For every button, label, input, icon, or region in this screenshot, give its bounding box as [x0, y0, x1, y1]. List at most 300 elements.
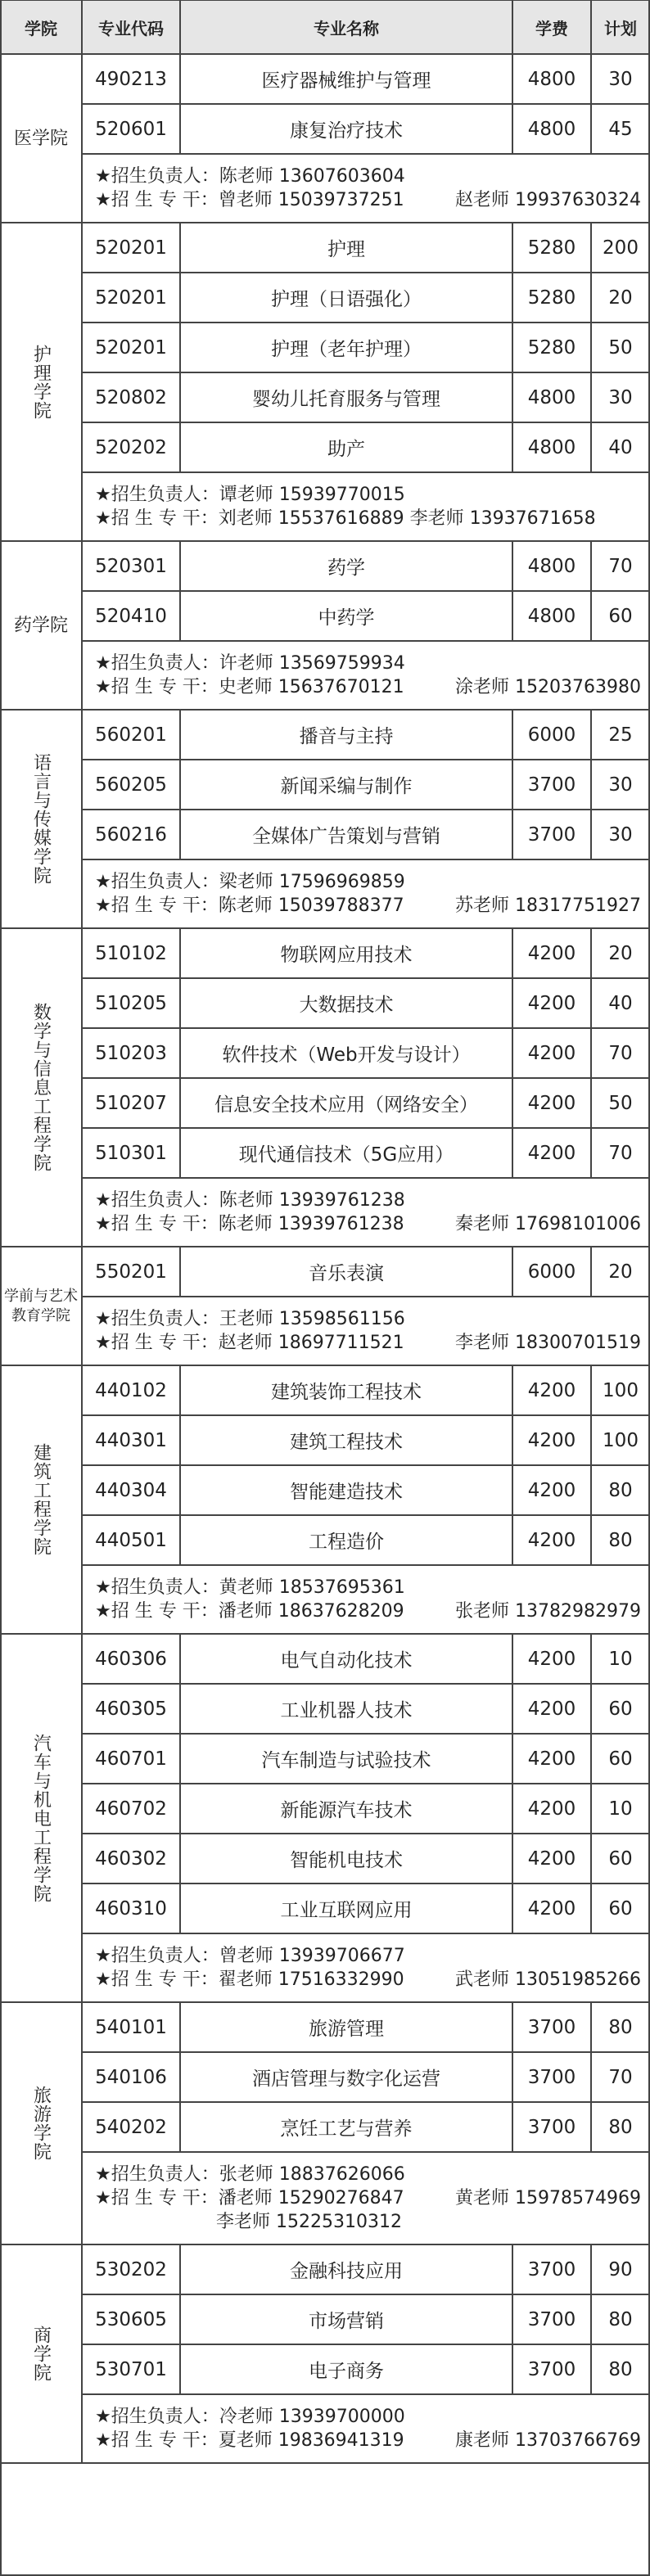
program-code-cell: 460306: [95, 1648, 167, 1670]
program-code-cell: 510203: [95, 1042, 167, 1064]
college-name: 商学院: [30, 2326, 52, 2382]
program-name-cell: 护理（日语强化）: [271, 289, 422, 310]
contact-label: ★招 生 专 干：: [95, 190, 219, 210]
contact-person: 冷老师 13939700000: [219, 2407, 405, 2427]
contact-label: ★招 生 专 干：: [95, 896, 219, 916]
tuition-cell: 4800: [527, 386, 576, 408]
plan-count-cell: 80: [608, 2116, 633, 2138]
column-divider: [512, 928, 513, 978]
program-name-cell: 工业机器人技术: [280, 1700, 413, 1721]
tuition-cell: 5280: [527, 286, 576, 309]
program-name-cell: 汽车制造与试验技术: [261, 1750, 431, 1771]
column-divider: [179, 1684, 181, 1734]
college-name: 护理学院: [30, 344, 52, 420]
plan-count-cell: 60: [608, 1698, 633, 1720]
plan-count-cell: 20: [608, 286, 633, 309]
column-divider: [179, 1415, 181, 1465]
program-name-cell: 工程造价: [309, 1532, 384, 1553]
contact-label: ★招生负责人：: [95, 1309, 219, 1329]
program-code-cell: 440301: [95, 1429, 167, 1451]
column-divider: [179, 223, 181, 273]
tuition-cell: 4200: [527, 1529, 576, 1551]
program-name-cell: 音乐表演: [309, 1263, 384, 1284]
table-left-border: [0, 0, 2, 2576]
column-divider: [179, 760, 181, 810]
program-name-cell: 大数据技术: [299, 995, 394, 1016]
plan-count-cell: 50: [608, 336, 633, 359]
program-name-cell: 建筑工程技术: [290, 1432, 403, 1453]
tuition-cell: 4200: [527, 1698, 576, 1720]
column-divider: [512, 1028, 513, 1078]
column-divider: [590, 223, 592, 273]
program-code-cell: 520802: [95, 386, 167, 408]
column-divider: [179, 1465, 181, 1515]
contact-label: ★招生负责人：: [95, 485, 219, 505]
plan-count-cell: 25: [608, 724, 633, 746]
program-code-cell: 540106: [95, 2066, 167, 2088]
column-divider: [590, 2244, 592, 2294]
tuition-cell: 5280: [527, 336, 576, 359]
contact-primary: [95, 188, 404, 212]
program-name-cell: 智能机电技术: [290, 1850, 403, 1871]
tuition-cell: 6000: [527, 724, 576, 746]
contact-person: 陈老师 13939761238: [219, 1190, 405, 1211]
tuition-cell: 4200: [527, 1648, 576, 1670]
plan-count-cell: 45: [608, 118, 633, 140]
column-divider: [512, 1465, 513, 1515]
program-code-cell: 540202: [95, 2116, 167, 2138]
contact-primary: [95, 2210, 402, 2234]
program-name-cell: 助产: [327, 439, 365, 460]
program-code-cell: 520301: [95, 555, 167, 577]
contact-primary: [95, 1576, 405, 1599]
tuition-cell: 3700: [527, 823, 576, 846]
contact-label: ★招生负责人：: [95, 653, 219, 674]
contact-person: 翟老师 17516332990: [218, 1969, 404, 1990]
column-divider: [590, 1365, 592, 1415]
column-divider: [512, 54, 513, 104]
column-divider: [179, 2344, 181, 2394]
contact-label: ★招 生 专 干：: [95, 1214, 219, 1234]
contact-person: 梁老师 17596969859: [219, 872, 405, 892]
plan-count-cell: 100: [603, 1429, 639, 1451]
plan-count-cell: 30: [608, 386, 633, 408]
program-code-cell: 510205: [95, 992, 167, 1014]
column-divider: [590, 1415, 592, 1465]
college-column-divider: [81, 1247, 83, 1365]
tuition-cell: 4800: [527, 68, 576, 90]
column-divider: [512, 223, 513, 273]
program-name-cell: 智能建造技术: [290, 1482, 403, 1503]
program-name-cell: 旅游管理: [309, 2019, 384, 2040]
table-top-border: [0, 0, 650, 1]
column-divider: [179, 2102, 181, 2152]
program-code-cell: 460310: [95, 1897, 167, 1920]
column-divider: [179, 422, 181, 472]
tuition-cell: 4800: [527, 436, 576, 458]
column-divider: [590, 928, 592, 978]
column-divider: [590, 2294, 592, 2344]
program-code-cell: 520202: [95, 436, 167, 458]
column-divider: [590, 372, 592, 422]
college-name: 语言与传媒学院: [30, 753, 52, 885]
program-row-divider: [82, 153, 650, 155]
contact-person: 潘老师 18637628209: [218, 1601, 404, 1622]
contact-label: ★招生负责人：: [95, 1577, 219, 1598]
plan-count-cell: 60: [608, 605, 633, 627]
program-name-cell: 市场营销: [309, 2311, 384, 2332]
plan-count-cell: 70: [608, 2066, 633, 2088]
column-divider: [512, 541, 513, 591]
program-name-cell: 物联网应用技术: [280, 945, 413, 966]
column-divider: [179, 54, 181, 104]
contact-person: 曾老师 13939706677: [219, 1946, 405, 1966]
contact-person: 陈老师 13939761238: [218, 1214, 404, 1234]
plan-count-cell: 30: [608, 68, 633, 90]
contact-person: 陈老师 13607603604: [219, 166, 405, 187]
contact-label: ★招生负责人：: [95, 2407, 219, 2427]
plan-count-cell: 200: [603, 237, 639, 259]
contact-primary: [95, 165, 405, 188]
column-divider: [512, 2344, 513, 2394]
column-divider: [179, 2244, 181, 2294]
contact-label: ★招 生 专 干：: [95, 1969, 219, 1990]
contact-primary: [95, 1599, 404, 1623]
column-divider: [512, 978, 513, 1028]
program-code-cell: 520201: [95, 336, 167, 359]
program-name-cell: 护理: [327, 239, 365, 260]
program-name-cell: 新闻采编与制作: [280, 776, 413, 797]
plan-count-cell: 60: [608, 1897, 633, 1920]
contact-primary: [95, 1968, 404, 1992]
program-name-cell: 现代通信技术（5G应用）: [238, 1144, 454, 1166]
college-name: 医学院: [13, 128, 68, 149]
plan-count-cell: 70: [608, 1142, 633, 1164]
program-code-cell: 530701: [95, 2358, 167, 2380]
college-bottom-border: [0, 2462, 650, 2464]
column-divider: [590, 1834, 592, 1884]
column-divider: [512, 2102, 513, 2152]
column-divider: [512, 1884, 513, 1933]
college-name: 建筑工程学院: [30, 1443, 52, 1556]
plan-count-cell: 10: [608, 1648, 633, 1670]
program-code-cell: 560205: [95, 774, 167, 796]
program-code-cell: 510207: [95, 1092, 167, 1114]
contact-person: 许老师 13569759934: [219, 653, 405, 674]
tuition-cell: 3700: [527, 2358, 576, 2380]
column-divider: [179, 1128, 181, 1178]
program-code-cell: 530202: [95, 2258, 167, 2281]
column-divider: [512, 1684, 513, 1734]
header-program-name: 专业名称: [314, 18, 379, 38]
column-divider: [590, 1128, 592, 1178]
column-divider: [179, 2002, 181, 2052]
contact-person: 陈老师 15039788377: [218, 896, 404, 916]
contact-label: ★招生负责人：: [95, 2164, 219, 2185]
contact-label: ★招 生 专 干：: [95, 508, 219, 529]
column-divider: [512, 1415, 513, 1465]
plan-count-cell: 40: [608, 992, 633, 1014]
program-name-cell: 播音与主持: [299, 726, 394, 747]
column-divider: [590, 1078, 592, 1128]
program-row-divider: [82, 1177, 650, 1179]
tuition-cell: 4800: [527, 118, 576, 140]
column-divider: [590, 323, 592, 372]
contact-person-secondary: 秦老师 17698101006: [455, 1214, 641, 1234]
college-name: 学前与艺术教育学院: [4, 1287, 78, 1324]
college-name: 汽车与机电工程学院: [30, 1733, 52, 1903]
tuition-cell: 4200: [527, 942, 576, 964]
program-code-cell: 510301: [95, 1142, 167, 1164]
column-divider: [512, 1734, 513, 1784]
column-divider: [590, 2344, 592, 2394]
program-name-cell: 新能源汽车技术: [280, 1800, 413, 1821]
program-name-cell: 康复治疗技术: [290, 120, 403, 142]
column-divider: [512, 1834, 513, 1884]
college-column-divider: [81, 54, 83, 223]
plan-count-cell: 30: [608, 774, 633, 796]
plan-count-cell: 80: [608, 1529, 633, 1551]
contact-label: ★招 生 专 干：: [95, 2188, 219, 2208]
contact-primary: [95, 1212, 404, 1236]
program-code-cell: 440304: [95, 1479, 167, 1501]
college-name: 数学与信息工程学院: [30, 1003, 52, 1172]
column-divider: [590, 978, 592, 1028]
column-divider: [590, 1247, 592, 1297]
contact-primary: [95, 507, 596, 530]
column-divider: [512, 1634, 513, 1684]
column-divider: [512, 2294, 513, 2344]
program-code-cell: 520201: [95, 237, 167, 259]
tuition-cell: 3700: [527, 2016, 576, 2038]
column-divider: [512, 323, 513, 372]
program-name-cell: 建筑装饰工程技术: [271, 1382, 422, 1403]
program-name-cell: 药学: [327, 557, 365, 579]
contact-label: ★招生负责人：: [95, 1946, 219, 1966]
column-divider: [179, 710, 181, 760]
contact-person-secondary: 武老师 13051985266: [455, 1969, 641, 1990]
college-name: 旅游学院: [30, 2086, 52, 2161]
column-divider: [590, 541, 592, 591]
college-column-divider: [81, 1634, 83, 2002]
program-row-divider: [82, 859, 650, 860]
column-divider: [512, 1784, 513, 1834]
column-divider: [590, 810, 592, 859]
contact-label: ★招 生 专 干：: [95, 1333, 219, 1353]
contact-person: 张老师 18837626066: [219, 2164, 405, 2185]
contact-label: ★招生负责人：: [95, 166, 219, 187]
column-divider: [512, 273, 513, 323]
tuition-cell: 4200: [527, 1748, 576, 1770]
contact-primary: [95, 2186, 404, 2210]
plan-count-cell: 40: [608, 436, 633, 458]
column-divider: [590, 1684, 592, 1734]
program-code-cell: 440501: [95, 1529, 167, 1551]
program-name-cell: 电子商务: [309, 2361, 384, 2382]
program-name-cell: 烹饪工艺与营养: [280, 2118, 413, 2140]
column-divider: [179, 541, 181, 591]
column-divider: [179, 1784, 181, 1834]
tuition-cell: 6000: [527, 1261, 576, 1283]
column-divider: [590, 2002, 592, 2052]
column-divider: [512, 104, 513, 154]
tuition-cell: 5280: [527, 237, 576, 259]
header-program-code: 专业代码: [98, 18, 164, 38]
contact-person-secondary: 赵老师 19937630324: [455, 190, 641, 210]
column-divider: [179, 323, 181, 372]
header-column-divider: [179, 0, 181, 54]
contact-primary: [95, 652, 405, 675]
contact-person-secondary: 黄老师 15978574969: [455, 2188, 641, 2208]
plan-count-cell: 80: [608, 2358, 633, 2380]
plan-count-cell: 50: [608, 1092, 633, 1114]
program-code-cell: 440102: [95, 1379, 167, 1401]
column-divider: [512, 422, 513, 472]
plan-count-cell: 70: [608, 1042, 633, 1064]
column-divider: [590, 2102, 592, 2152]
column-divider: [179, 1365, 181, 1415]
program-code-cell: 520201: [95, 286, 167, 309]
column-divider: [590, 1465, 592, 1515]
program-code-cell: 460305: [95, 1698, 167, 1720]
column-divider: [179, 372, 181, 422]
tuition-cell: 4200: [527, 1142, 576, 1164]
column-divider: [512, 810, 513, 859]
contact-person-secondary: 康老师 13703766769: [455, 2430, 641, 2451]
program-name-cell: 软件技术（Web开发与设计）: [222, 1044, 471, 1066]
tuition-cell: 4200: [527, 1379, 576, 1401]
plan-count-cell: 20: [608, 942, 633, 964]
contact-person: 史老师 15637670121: [218, 677, 404, 697]
tuition-cell: 4200: [527, 1429, 576, 1451]
contact-primary: [95, 870, 405, 894]
contact-primary: [95, 1189, 405, 1212]
contact-person: 谭老师 15939770015: [219, 485, 405, 505]
contact-person: 黄老师 18537695361: [219, 1577, 405, 1598]
program-name-cell: 婴幼儿托育服务与管理: [252, 389, 440, 410]
column-divider: [179, 1028, 181, 1078]
tuition-cell: 3700: [527, 774, 576, 796]
program-code-cell: 520601: [95, 118, 167, 140]
college-column-divider: [81, 2002, 83, 2244]
program-name-cell: 金融科技应用: [290, 2261, 403, 2282]
column-divider: [179, 1515, 181, 1565]
college-column-divider: [81, 223, 83, 541]
program-code-cell: 530605: [95, 2308, 167, 2330]
program-code-cell: 490213: [95, 68, 167, 90]
program-code-cell: 460302: [95, 1847, 167, 1870]
column-divider: [590, 710, 592, 760]
program-code-cell: 520410: [95, 605, 167, 627]
plan-count-cell: 70: [608, 555, 633, 577]
college-column-divider: [81, 710, 83, 928]
tuition-cell: 4200: [527, 1798, 576, 1820]
header-college: 学院: [25, 18, 57, 38]
column-divider: [590, 422, 592, 472]
column-divider: [590, 2052, 592, 2102]
column-divider: [512, 2002, 513, 2052]
column-divider: [590, 1734, 592, 1784]
program-name-cell: 全媒体广告策划与营销: [252, 826, 440, 847]
tuition-cell: 4200: [527, 1042, 576, 1064]
contact-person: 王老师 13598561156: [219, 1309, 405, 1329]
plan-count-cell: 100: [603, 1379, 639, 1401]
college-column-divider: [81, 2244, 83, 2463]
program-row-divider: [82, 2393, 650, 2395]
contact-label: ★招生负责人：: [95, 872, 219, 892]
column-divider: [590, 273, 592, 323]
contact-primary: [95, 1331, 404, 1355]
plan-count-cell: 30: [608, 823, 633, 846]
header-tuition: 学费: [535, 18, 568, 38]
column-divider: [512, 1078, 513, 1128]
contact-primary: [95, 1944, 405, 1968]
contact-person-secondary: 苏老师 18317751927: [455, 896, 641, 916]
column-divider: [179, 1247, 181, 1297]
plan-count-cell: 80: [608, 2016, 633, 2038]
column-divider: [590, 1634, 592, 1684]
tuition-cell: 3700: [527, 2308, 576, 2330]
column-divider: [590, 1515, 592, 1565]
plan-count-cell: 10: [608, 1798, 633, 1820]
header-plan: 计划: [604, 18, 637, 38]
tuition-cell: 4800: [527, 555, 576, 577]
contact-primary: [95, 894, 404, 918]
program-row-divider: [82, 1296, 650, 1297]
tuition-cell: 3700: [527, 2258, 576, 2281]
column-divider: [590, 1028, 592, 1078]
column-divider: [179, 104, 181, 154]
program-code-cell: 550201: [95, 1261, 167, 1283]
tuition-cell: 4200: [527, 1092, 576, 1114]
column-divider: [590, 591, 592, 641]
contact-label: ★招 生 专 干：: [95, 677, 219, 697]
contact-person: 曾老师 15039737251: [218, 190, 404, 210]
column-divider: [512, 1365, 513, 1415]
tuition-cell: 3700: [527, 2116, 576, 2138]
contact-label: ★招 生 专 干：: [95, 1601, 219, 1622]
program-name-cell: 电气自动化技术: [280, 1650, 413, 1671]
contact-person: 刘老师 15537616889 李老师 13937671658: [218, 508, 596, 529]
header-column-divider: [81, 0, 83, 54]
program-name-cell: 护理（老年护理）: [271, 339, 422, 360]
contact-primary: [95, 483, 405, 507]
header-column-divider: [590, 0, 592, 54]
program-code-cell: 460701: [95, 1748, 167, 1770]
column-divider: [512, 591, 513, 641]
college-column-divider: [81, 1365, 83, 1634]
college-column-divider: [81, 541, 83, 710]
college-column-divider: [81, 928, 83, 1247]
column-divider: [512, 760, 513, 810]
contact-primary: [95, 1307, 405, 1331]
college-name: 药学院: [13, 615, 68, 636]
contact-person: 赵老师 18697711521: [218, 1333, 404, 1353]
program-row-divider: [82, 1564, 650, 1566]
tuition-cell: 4800: [527, 605, 576, 627]
column-divider: [512, 2052, 513, 2102]
column-divider: [590, 54, 592, 104]
plan-count-cell: 60: [608, 1847, 633, 1870]
tuition-cell: 4200: [527, 1847, 576, 1870]
column-divider: [179, 1734, 181, 1784]
column-divider: [590, 104, 592, 154]
program-name-cell: 工业互联网应用: [280, 1900, 413, 1921]
program-name-cell: 医疗器械维护与管理: [261, 70, 431, 92]
plan-count-cell: 90: [608, 2258, 633, 2281]
column-divider: [179, 1834, 181, 1884]
program-row-divider: [82, 2151, 650, 2153]
